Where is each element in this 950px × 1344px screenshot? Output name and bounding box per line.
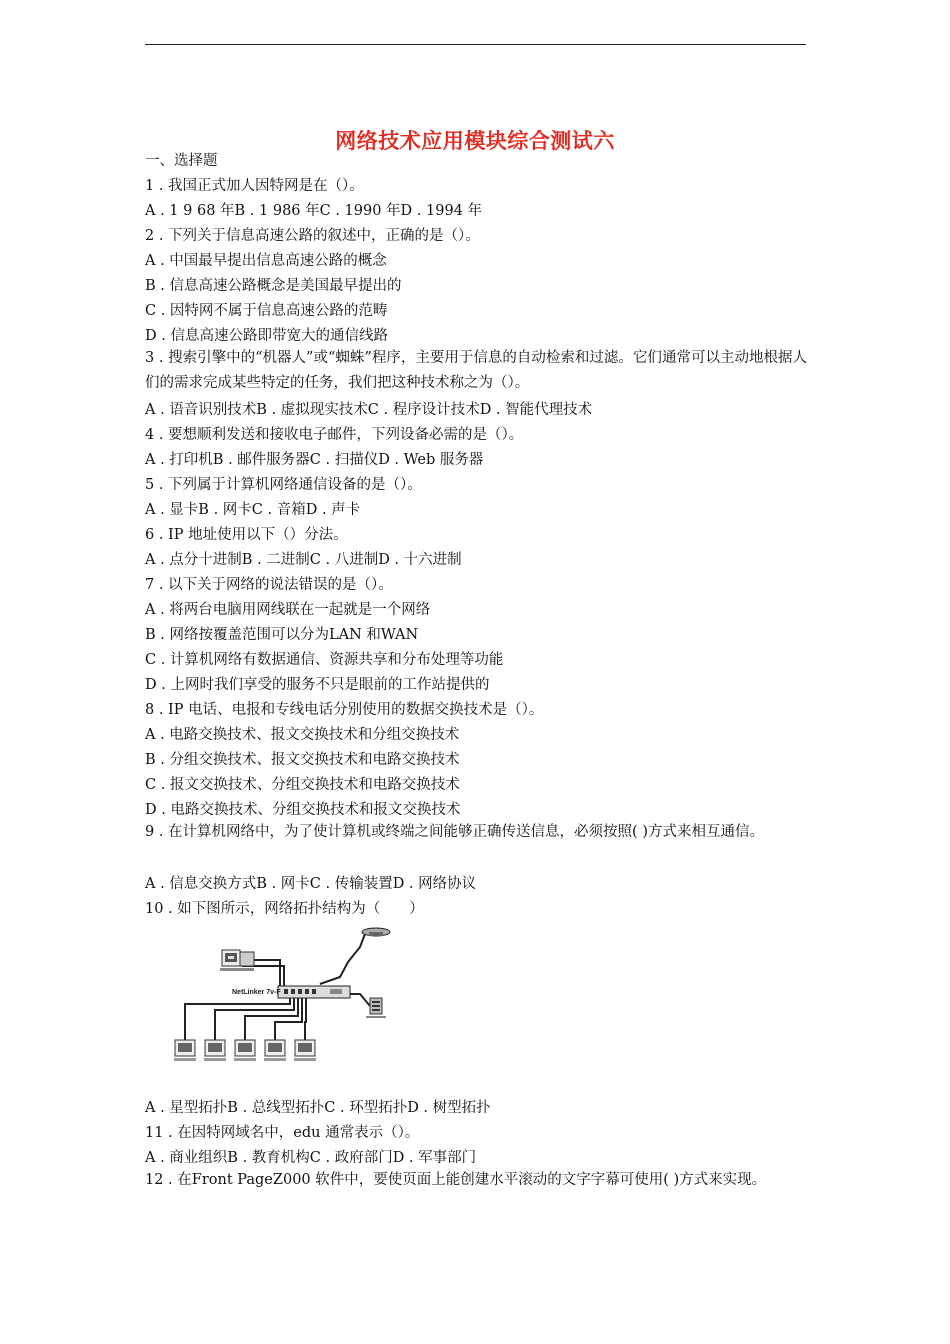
question-12: 12 . 在Front PageZ000 软件中，要使页面上能创建水平滚动的文字字幕可使用( )方式来实现。	[145, 1172, 767, 1188]
computer-icon	[220, 950, 254, 971]
question-6: 6 . IP 地址使用以下（）分法。	[145, 527, 348, 543]
question-11: 11 . 在因特网域名中，edu 通常表示（）。	[145, 1125, 420, 1141]
option-7c: C . 计算机网络有数据通信、资源共享和分布处理等功能	[145, 652, 504, 668]
computer-icon	[264, 1040, 286, 1061]
hub-label: NetLinker 7v-F	[232, 989, 281, 996]
option-7b: B . 网络按覆盖范围可以分为LAN 和WAN	[145, 627, 419, 643]
options-4: A . 打印机B . 邮件服务器C . 扫描仪D . Web 服务器	[145, 452, 484, 468]
option-8c: C . 报文交换技术、分组交换技术和电路交换技术	[145, 777, 460, 793]
question-5: 5 . 下列属于计算机网络通信设备的是（）。	[145, 477, 422, 493]
option-8d: D . 电路交换技术、分组交换技术和报文交换技术	[145, 802, 461, 818]
option-2d: D . 信息高速公路即带宽大的通信线路	[145, 328, 388, 344]
option-7a: A . 将两台电脑用网线联在一起就是一个网络	[145, 602, 431, 618]
question-4: 4 . 要想顺利发送和接收电子邮件，下列设备必需的是（）。	[145, 427, 524, 443]
question-10: 10 . 如下图所示，网络拓扑结构为（ ）	[145, 901, 424, 917]
computer-icon	[234, 1040, 256, 1061]
question-1: 1 . 我国正式加人因特网是在（）。	[145, 178, 364, 194]
option-8b: B . 分组交换技术、报文交换技术和电路交换技术	[145, 752, 460, 768]
option-7d: D . 上网时我们享受的服务不只是眼前的工作站提供的	[145, 677, 490, 693]
options-10: A . 星型拓扑B . 总线型拓扑C . 环型拓扑D . 树型拓扑	[145, 1100, 491, 1116]
question-7: 7 . 以下关于网络的说法错误的是（）。	[145, 577, 393, 593]
satellite-dish-icon	[362, 928, 390, 936]
network-topology-figure	[170, 922, 410, 1070]
options-3: A . 语音识别技术B . 虚拟现实技术C . 程序设计技术D . 智能代理技术	[145, 402, 593, 418]
section-heading: 一、选择题	[145, 153, 218, 169]
option-2c: C . 因特网不属于信息高速公路的范畴	[145, 303, 388, 319]
computer-icon	[294, 1040, 316, 1061]
options-9: A . 信息交换方式B . 网卡C . 传输装置D . 网络协议	[145, 876, 477, 892]
options-5: A . 显卡B . 网卡C . 音箱D . 声卡	[145, 502, 361, 518]
computer-icon	[174, 1040, 196, 1061]
option-2b: B . 信息高速公路概念是美国最早提出的	[145, 278, 402, 294]
options-6: A . 点分十进制B . 二进制C . 八进制D . 十六进制	[145, 552, 462, 568]
document-title: 网络技术应用模块综合测试六	[335, 129, 615, 153]
question-2: 2 . 下列关于信息高速公路的叙述中，正确的是（）。	[145, 228, 480, 244]
question-8: 8 . IP 电话、电报和专线电话分别使用的数据交换技术是（）。	[145, 702, 544, 718]
question-9: 9 . 在计算机网络中，为了使计算机或终端之间能够正确传送信息，必须按照( )方式来相互通信。	[145, 824, 764, 840]
options-11: A . 商业组织B . 教育机构C . 政府部门D . 军事部门	[145, 1150, 477, 1166]
header-rule	[145, 44, 806, 45]
option-2a: A . 中国最早提出信息高速公路的概念	[145, 253, 387, 269]
option-8a: A . 电路交换技术、报文交换技术和分组交换技术	[145, 727, 460, 743]
hub-icon	[278, 986, 350, 998]
computer-icon	[204, 1040, 226, 1061]
server-icon	[366, 998, 386, 1018]
options-1: A . 1 9 68 年B . 1 986 年C . 1990 年D . 1994 年	[145, 203, 483, 219]
question-3: 3 . 搜索引擎中的“机器人”或“蜘蛛”程序，主要用于信息的自动检索和过滤。它们通常可以主动地根据人们的需求完成某些特定的任务，我们把这种技术称之为（）。	[145, 350, 807, 391]
